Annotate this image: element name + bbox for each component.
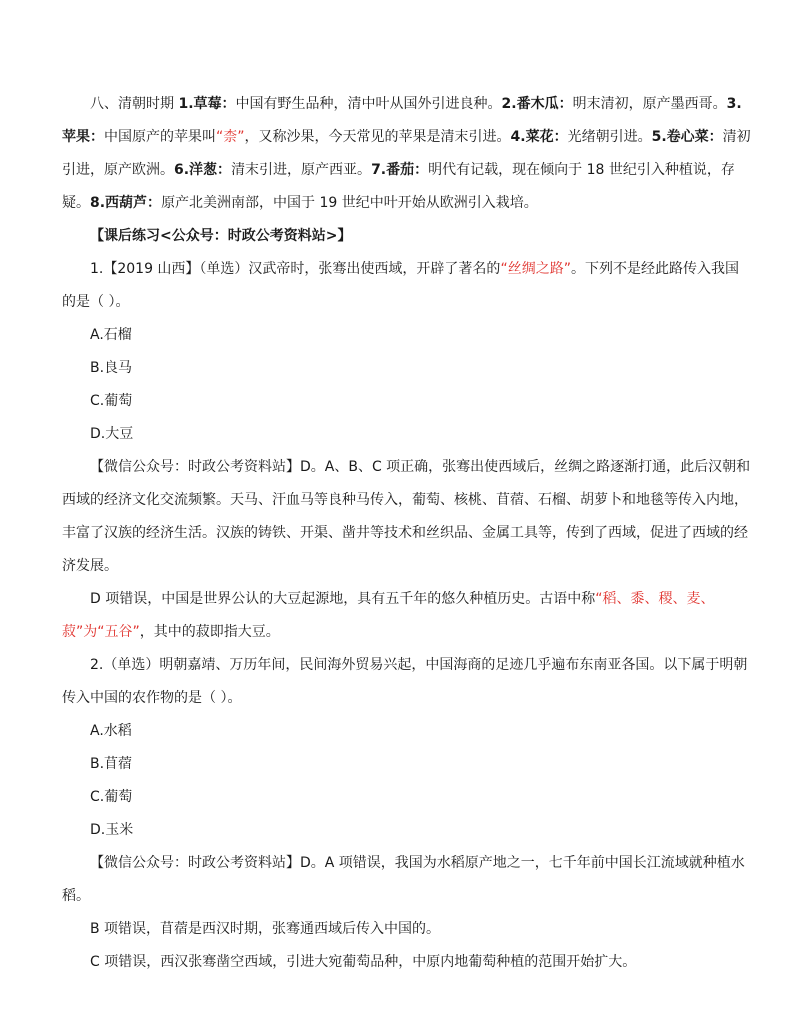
question-2-option-d: D.玉米 bbox=[90, 822, 134, 838]
question-1-stem-a: 1.【2019 山西】（单选）汉武帝时，张骞出使西域，开辟了著名的 bbox=[90, 261, 501, 277]
item-cabbage-text: 清初引进，原产欧洲。 bbox=[62, 129, 751, 178]
section-8-prefix: 八、清朝时期 bbox=[90, 96, 179, 112]
question-2-option-a: A.水稻 bbox=[90, 723, 132, 739]
item-onion-term: 6.洋葱： bbox=[174, 162, 232, 178]
question-2-stem: 2.（单选）明朝嘉靖、万历年间，民间海外贸易兴起，中国海商的足迹几乎遍布东南亚各国。以下属于明朝传入中国的农作物的是（ ）。 bbox=[62, 657, 748, 706]
question-1-answer-2-b: ，其中的菽即指大豆。 bbox=[139, 624, 280, 640]
question-1-option-c: C.葡萄 bbox=[90, 393, 133, 409]
question-1-option-d: D.大豆 bbox=[90, 426, 134, 442]
item-cabbage-term: 5.卷心菜： bbox=[651, 129, 723, 145]
item-cauliflower-term: 4.菜花： bbox=[510, 129, 568, 145]
question-1-answer-2-highlight: “稻、黍、稷、麦、菽”为“五谷” bbox=[62, 591, 715, 640]
question-1-stem bbox=[62, 253, 752, 319]
item-apple-text-b: ，又称沙果，今天常见的苹果是清末引进。 bbox=[244, 129, 511, 145]
item-apple-highlight: “柰” bbox=[216, 129, 245, 145]
item-cauliflower-text: 光绪朝引进。 bbox=[567, 129, 652, 145]
question-2-answer-1: 【微信公众号：时政公考资料站】D。A 项错误，我国为水稻原产地之一，七千年前中国长江流域就种植水稻。 bbox=[62, 855, 745, 904]
item-tomato-text: 明代有记载，现在倾向于 18 世纪引入种植说，存疑。 bbox=[62, 162, 735, 211]
item-zucchini-text: 原产北美洲南部，中国于 19 世纪中叶开始从欧洲引入栽培。 bbox=[161, 195, 538, 211]
item-zucchini-term: 8.西葫芦： bbox=[90, 195, 162, 211]
item-papaya-term: 2.番木瓜： bbox=[501, 96, 573, 112]
document-page bbox=[62, 88, 752, 979]
question-1-answer-2 bbox=[62, 583, 752, 649]
question-1-stem-b: 。下列不是经此路传入我国的是（ ）。 bbox=[62, 261, 739, 310]
question-2-answer-2: B 项错误，苜蓿是西汉时期，张骞通西域后传入中国的。 bbox=[90, 921, 441, 937]
question-2-option-b: B.苜蓿 bbox=[90, 756, 133, 772]
question-1-stem-highlight: “丝绸之路” bbox=[500, 261, 571, 277]
question-1-option-a: A.石榴 bbox=[90, 327, 132, 343]
item-apple-text-a: 中国原产的苹果叫 bbox=[104, 129, 216, 145]
item-papaya-text: 明末清初，原产墨西哥。 bbox=[572, 96, 727, 112]
question-2-answer-3: C 项错误，西汉张骞凿空西域，引进大宛葡萄品种，中原内地葡萄种植的范围开始扩大。 bbox=[90, 954, 637, 970]
question-1-option-b: B.良马 bbox=[90, 360, 133, 376]
item-strawberry-text: 中国有野生品种，清中叶从国外引进良种。 bbox=[235, 96, 502, 112]
section-8-paragraph bbox=[62, 88, 752, 220]
item-strawberry-term: 1.草莓： bbox=[178, 96, 236, 112]
question-1-answer-1: 【微信公众号：时政公考资料站】D。A、B、C 项正确，张骞出使西域后，丝绸之路逐渐打通，此后汉朝和西域的经济文化交流频繁。天马、汗血马等良种马传入，葡萄、核桃、苜蓿、石榴、胡萝卜和地毯等传入内地，丰富了汉族的经济生活。汉族的铸铁、开渠、凿井等技术和丝织品、金属工具等，传到了西域，促进了西域的经济发展。 bbox=[62, 459, 751, 574]
exercise-heading: 【课后练习<公众号：时政公考资料站>】 bbox=[90, 228, 352, 244]
item-apple-term: 3.苹果： bbox=[62, 96, 742, 145]
item-onion-text: 清末引进，原产西亚。 bbox=[231, 162, 372, 178]
question-1-answer-2-a: D 项错误，中国是世界公认的大豆起源地，具有五千年的悠久种植历史。古语中称 bbox=[90, 591, 596, 607]
question-2-option-c: C.葡萄 bbox=[90, 789, 133, 805]
item-tomato-term: 7.番茄： bbox=[371, 162, 429, 178]
